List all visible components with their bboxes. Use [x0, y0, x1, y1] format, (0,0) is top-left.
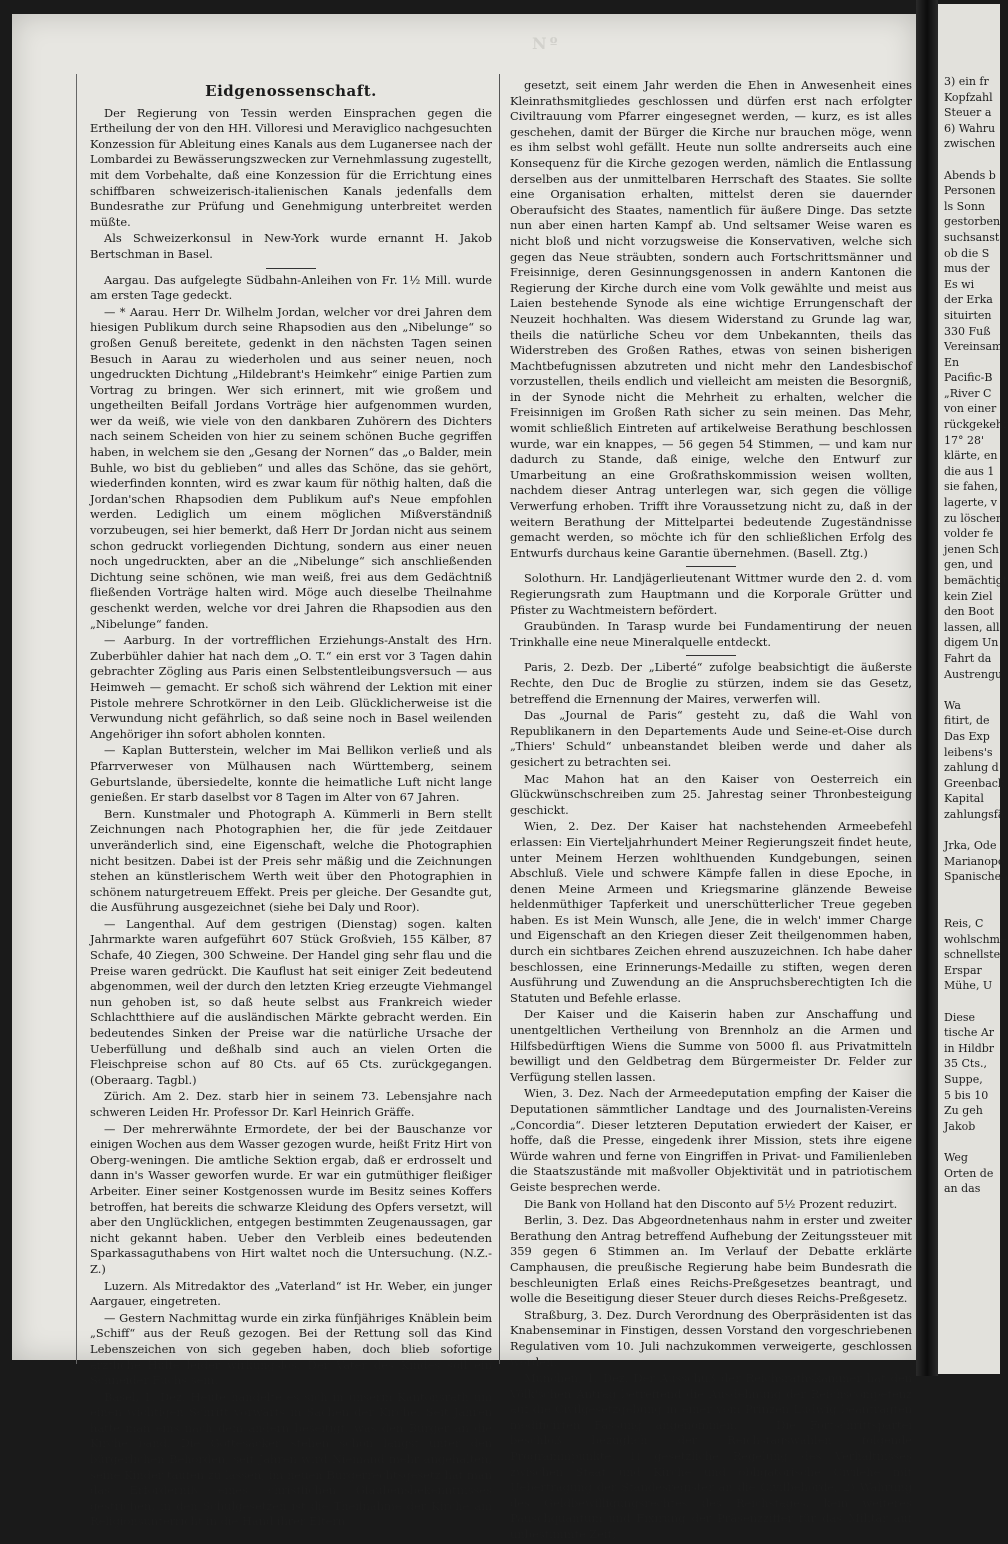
adjacent-line: lassen, all: [944, 620, 1000, 634]
adjacent-line: jenen Sch: [944, 542, 999, 556]
section-rule: [686, 655, 736, 656]
adjacent-line: [938, 994, 1000, 1010]
adjacent-line: Personen: [944, 184, 996, 198]
adjacent-line: digem Un: [944, 636, 999, 650]
section-rule: [686, 566, 736, 567]
adjacent-line: „River C: [944, 386, 992, 400]
article-paragraph: — Langenthal. Auf dem gestrigen (Dienstag) sogen. kalten Jahrmarkte waren aufgeführt 607 Stück Großvieh, 155 Kälber, 87 Schafe, 40 Ziegen, 300 Schweine. Der Handel ging sehr flau und die Preise waren gedrückt. Die Kauflust hat seit einiger Zeit bedeutend abgenommen, weil der durch den letzten Krieg erzeugte Viehmangel nun gehoben ist, so daß heute selbst aus Frankreich wieder Schlachtthiere auf die ausländischen Märkte gebracht werden. Ein bedeutendes Sinken der Preise war die natürliche Ursache der Ueberfüllung und deßhalb sind auch an vielen Orten die Fleischpreise schon auf 80 Cts. auf 65 Cts. zurückgegangen. (Oberaarg. Tagbl.): [90, 916, 492, 1087]
article-paragraph: Luzern. Als Mitredaktor des „Vaterland“ ist Hr. Weber, ein junger Aargauer, eingetreten.: [90, 1278, 492, 1309]
adjacent-line: 35 Cts.,: [944, 1057, 987, 1071]
adjacent-line: Abends b: [944, 168, 996, 182]
adjacent-line: zahlungsfä: [944, 807, 1005, 821]
adjacent-line: Reis, C: [944, 917, 984, 931]
adjacent-line: Jrka, Ode: [944, 839, 997, 853]
article-paragraph: — Gestern Nachmittag wurde ein zirka fünfjähriges Knäblein beim „Schiff“ aus der Reuß gezogen. Bei der Rettung soll das Kind Lebenszeichen von sich gegeben haben, doch blieb sofortige ärztliche Hülfe leider wirkungslos. Der Vater des Kindes soll ein Schneider Fuchs sein.: [90, 1310, 492, 1388]
adjacent-line: leibens's: [944, 745, 993, 759]
article-paragraph: Der Kaiser und die Kaiserin haben zur Anschaffung und unentgeltlichen Vertheilung von Brennholz an die Armen und Hilfsbedürftigen Wiens die Summe von 5000 fl. aus Privatmitteln bewilligt und den Geldbetrag dem Bürgermeister Dr. Felder zur Verfügung stellen lassen.: [510, 1007, 912, 1084]
adjacent-line: an das: [944, 1182, 981, 1196]
adjacent-line: gestorben.: [944, 215, 1004, 229]
article-paragraph: — Der mehrerwähnte Ermordete, der bei der Bauschanze vor einigen Wochen aus dem Wasser gezogen wurde, heißt Fritz Hirt von Oberg-weningen. Die amtliche Sektion ergab, daß er erdrosselt und dann in's Wasser geworfen wurde. Er war ein gutmüthiger fleißiger Arbeiter. Einer seiner Kostgenossen wurde im Besitz seines Koffers betroffen, hat bereits die schwarze Kleidung des Opfers versetzt, will aber den Unglücklichen, entgegen bestimmten Zeugenaussagen, gar nicht gekannt haben. Ueber den Verbleib eines bedeutenden Sparkassaguthabens von Hirt waltet noch die Untersuchung. (N.Z.-Z.): [90, 1121, 492, 1276]
adjacent-line: [938, 152, 1000, 168]
adjacent-line: ls Sonn: [944, 199, 985, 213]
adjacent-line: Jakob: [944, 1119, 976, 1133]
adjacent-line: sie fahen,: [944, 480, 998, 494]
adjacent-line: klärte, en: [944, 449, 998, 463]
adjacent-line: [938, 682, 1000, 698]
adjacent-line: mus der: [944, 262, 990, 276]
adjacent-line: [938, 1134, 1000, 1150]
article-paragraph: Aargau. Das aufgelegte Südbahn-Anleihen von Fr. 1½ Mill. wurde am ersten Tage gedeckt.: [90, 272, 492, 303]
adjacent-page: [938, 4, 1008, 1374]
adjacent-line: Pacific-B: [944, 371, 993, 385]
adjacent-line: bemächtigt: [944, 574, 1008, 587]
adjacent-line: Erspar: [944, 963, 982, 977]
adjacent-line: die aus 1: [944, 464, 995, 478]
adjacent-line: von einer: [944, 402, 997, 416]
article-paragraph: Wien, 3. Dez. Nach der Armeedeputation empfing der Kaiser die Deputationen sämmtlicher Landtage und des Journalisten-Vereins „Concordia“. Dieser letzteren Deputation erwiedert der Kaiser, er hoffe, daß die Presse, eingedenk ihrer Mission, stets ihre eigene Würde wahren und ferne von Eingriffen in Privat- und Familienleben die Staatszustände mit maßvoller Objektivität und in patriotischem Geiste besprechen werde.: [510, 1086, 912, 1194]
adjacent-line: [938, 885, 1000, 901]
adjacent-line: 17° 28': [944, 433, 985, 447]
adjacent-line: Greenback: [944, 776, 1005, 790]
left-paragraphs: [90, 106, 492, 1530]
adjacent-line: Es wi: [944, 277, 975, 291]
left-column: [90, 78, 492, 1531]
adjacent-line: Zu geh: [944, 1104, 983, 1118]
article-paragraph: Basel, 1. Dez. Heute handelte es sich in unserm Kantonsrath um einen wichtigen Schritt vorwärts in Sachen der Kirche. Seit Jahren hatte man eins nach dem andern beseitigt, was den Bürger an die Kirche band. Die Gottesäcker stehen schon längst unter den bürgerlichen Behörden, seit Jahren wird Niemand mehr angehalten, seine Kinder taufen zu lassen, im neuen Bürgerrechtsgesetz hat man das Erforderniß eines christlichen Glaubensbekenntnisses gestrichen, in den Schulgesetzen ist die Theilnahme der Kirche am Religionsunterricht in die Hand ihrer Eltern: [90, 1389, 492, 1529]
article-paragraph: Die Bank von Holland hat den Disconto auf 5½ Prozent reduzirt.: [524, 1196, 898, 1211]
article-paragraph: Wien, 2. Dez. Der Kaiser hat nachstehenden Armeebefehl erlassen: Ein Vierteljahrhundert Meiner Regierungszeit findet heute, unter Meinem Herzen wohlthuenden Kundgebungen, seinen Abschluß. Viele und schwere Kämpfe fallen in diese Epoche, in denen Meine Armeen und Kriegsmarine glänzende Beweise heldenmüthiger Tapferkeit und unerschütterlicher Treue gegeben haben. Es ist Mein Wunsch, alle Jene, die in welch' immer Charge und Eigenschaft an den Kriegen dieser Zeit theilgenommen haben, durch ein sichtbares Zeichen ehrend auszuzeichnen. Ich habe daher beschlossen, eine Erinnerungs-Medaille zu stiften, wegen deren Ausführung und Zuwendung an die Anspruchsberechtigten Ich die Statuten und Befehle erlasse.: [510, 819, 912, 1005]
article-paragraph: gesetzt, seit einem Jahr werden die Ehen in Anwesenheit eines Kleinrathsmitgliedes geschlossen und dürfen erst nach erfolgter Civiltrauung vom Pfarrer eingesegnet werden, — kurz, es ist alles geschehen, damit der Bürger die Kirche nur brauchen möge, wenn es ihm selbst wohl gefällt. Heute nun sollte andrerseits auch eine Konsequenz für die Kirche gezogen werden, nämlich die Entlassung derselben aus der unmittelbaren Herrschaft des Staates. Sie sollte eine Organisation erhalten, mittelst deren sie dauernder Oberaufsicht des Staates, namentlich für äußere Dinge. Das setzte nun aber einen harten Kampf ab. Und seltsamer Weise waren es nicht bloß und nicht vorzugsweise die Konservativen, welche sich gegen das Neue sträubten, sondern auch Fortschrittsmänner und Freisinnige, deren Gesinnungsgenossen in andern Kantonen die Regierung der Kirche durch eine vom Volk gewählte und meist aus Laien bestehende Synode als eine wichtige Errungenschaft der Neuzeit hochhalten. Was diesem Widerstand zu Grunde lag war, theils die natürliche Scheu vor dem Unbekannten, theils das Widerstreben des Großen Rathes, etwas von seinen bisherigen Machtbefugnissen abzutreten und nicht mehr den Landesbischof vorzustellen, theils endlich und vielleicht am meisten die Besorgniß, in der Synode nicht die Mehrheit zu erhalten, welcher die Freisinnigen im Großen Rath sicher zu sein meinen. Das Mehr, womit schließlich Eintreten auf artikelweise Berathung beschlossen wurde, war ein knappes, — 56 gegen 54 Stimmen, — und kam nur dadurch zu Stande, daß einige, welche den Entwurf zur Umarbeitung an eine Großrathskommission weisen wollten, nachdem dieser Antrag unterlegen war, sich gegen die völlige Verwerfung erhoben. Trifft ihre Voraussetzung nicht zu, daß in der weitern Berathung der Mittelpartei bedeutende Zugeständnisse gemacht werden, so möchte ich für den schließlichen Erfolg des Entwurfs durchaus keine Garantie übernehmen. (Basell. Ztg.): [510, 78, 912, 560]
adjacent-line: zwischen: [944, 137, 996, 151]
article-paragraph: — Aarburg. In der vortrefflichen Erziehungs-Anstalt des Hrn. Zuberbühler dahier hat nach dem „O. T.“ ein erst vor 3 Tagen dahin gebrachter Zögling aus Paris einen Selbstentleibungsversuch — aus Heimweh — gemacht. Er schoß sich während der Lektion mit einer Pistole mehrere Schrotkörner in den Leib. Glücklicherweise ist die Verwundung nicht gefährlich, so daß seine noch in Basel weilenden Angehöriger ihn sofort abholen konnten.: [90, 633, 492, 741]
adjacent-line: in Hildbr: [944, 1041, 995, 1055]
article-paragraph: — * Aarau. Herr Dr. Wilhelm Jordan, welcher vor drei Jahren dem hiesigen Publikum durch seine Rhapsodien aus den „Nibelunge“ so großen Genuß bereitete, gedenkt in den nächsten Tagen seinen Besuch in Aarau zu wiederholen und aus seiner neuen, noch ungedruckten Dichtung „Hildebrant's Heimkehr“ einige Partien zum Vortrag zu bringen. Wer sich erinnert, mit wie großem und ungetheilten Beifall Jordans Vorträge hier aufgenommen wurden, wer da weiß, wie viele von den dankbaren Zuhörern des Dichters nach seinem Scheiden von hier zu seinem schönen Buche gegriffen haben, in welchem sie den „Gesang der Nornen“ das „o Balder, mein Buhle, wo bist du geblieben“ und alles das Schöne, das sie gehört, wiederfinden konnten, wird es zwar kaum für nöthig halten, daß die Jordan'schen Rhapsodien dem Publikum auf's Neue empfohlen werden. Lediglich um einem möglichen Mißverständniß vorzubeugen, sei hier bemerkt, daß Herr Dr Jordan nicht aus seinem schon gedruckt vorliegenden Dichtung, sondern aus einer neuen noch ungedruckten, aber an die „Nibelunge“ sich anschließenden Dichtung seine schönen, wie man weiß, frei aus dem Gedächtniß fließenden Vorträge halten wird. Möge auch dieselbe Theilnahme geschenkt werden, welche vor drei Jahren die Rhapsodien aus den „Nibelunge“ fanden.: [90, 304, 492, 631]
adjacent-line: 330 Fuß: [944, 324, 991, 338]
adjacent-line: lagerte, v: [944, 496, 998, 510]
adjacent-line: [938, 823, 1000, 839]
right-column: [510, 78, 912, 1544]
adjacent-line: 3) ein fr: [944, 75, 989, 88]
adjacent-line: 6) Wahru: [944, 121, 996, 135]
article-paragraph: Zürich. Am 2. Dez. starb hier in seinem 73. Lebensjahre nach schweren Leiden Hr. Professor Dr. Karl Heinrich Gräffe.: [90, 1089, 492, 1119]
article-paragraph: Mac Mahon hat an den Kaiser von Oesterreich ein Glückwünschschreiben zum 25. Jahrestag seiner Thronbesteigung geschickt.: [510, 771, 912, 817]
section-title: Eidgenossenschaft.: [205, 82, 377, 100]
article-paragraph: — Kaplan Butterstein, welcher im Mai Bellikon verließ und als Pfarrverweser von Mülhausen nach Württemberg, seinem Geburtslande, übersiedelte, konnte die heimatliche Luft nicht lange genießen. Er starb daselbst vor 8 Tagen im Alter von 67 Jahren.: [90, 743, 492, 805]
article-paragraph: Bern. Kunstmaler und Photograph A. Kümmerli in Bern stellt Zeichnungen nach Photographien her, die für jede Zeitdauer unveränderlich sind, eine Eigenschaft, welche die Photographien nicht besitzen. Dabei ist der Preis sehr mäßig und die Zeichnungen stehen an künstlerischem Werth weit über den Photographien in schönem naturgetreuem Effekt. Preis per gleiche. Der Gesandte gut, die Ausführung ausgezeichnet (siehe bei Daly und Roor).: [90, 806, 492, 915]
article-paragraph: Graubünden. In Tarasp wurde bei Fundamentirung der neuen Trinkhalle eine neue Mineralquelle entdeckt.: [510, 619, 912, 649]
article-paragraph: Berlin, 3. Dez. Das Abgeordnetenhaus nahm in erster und zweiter Berathung den Antrag betreffend Aufhebung der Zeitungssteuer mit 359 gegen 6 Stimmen an. Im Verlauf der Debatte erklärte Camphausen, die preußische Regierung habe beim Bundesrath die beschleunigten Erlaß eines Reichs-Preßgesetzes beantragt, und wolle die Beseitigung dieser Steuer durch dieses Reichs-Preßgesetz.: [510, 1213, 912, 1306]
adjacent-line: volder fe: [944, 527, 994, 541]
faint-show-through: Nº: [532, 34, 561, 53]
adjacent-line: Marianopo: [944, 854, 1005, 868]
adjacent-line: Vereinsam: [944, 340, 1003, 354]
adjacent-line: zu löschen: [944, 511, 1004, 525]
adjacent-line: Mühe, U: [944, 979, 993, 993]
section-rule: [266, 268, 316, 269]
adjacent-line: Suppe,: [944, 1073, 983, 1086]
article-paragraph: Als Schweizerkonsul in New-York wurde ernannt H. Jakob Bertschman in Basel.: [90, 231, 492, 261]
adjacent-line: Orten de: [944, 1166, 994, 1180]
adjacent-line: Kapital: [944, 792, 984, 806]
right-paragraphs: [510, 78, 912, 1543]
adjacent-line: Diese: [944, 1010, 976, 1024]
adjacent-line: Fahrt da: [944, 651, 992, 665]
adjacent-line: kein Ziel: [944, 589, 993, 603]
adjacent-line: Kopfzahl: [944, 90, 993, 104]
adjacent-line: fitirt, de: [944, 714, 990, 728]
adjacent-line: ob die S: [944, 246, 990, 260]
adjacent-line: den Boot: [944, 605, 994, 619]
adjacent-line: situirten: [944, 308, 992, 322]
column-divider: [499, 74, 500, 1364]
adjacent-line: Steuer a: [944, 106, 992, 120]
adjacent-line: wohlschme: [944, 932, 1007, 946]
adjacent-line: 5 bis 10: [944, 1088, 989, 1102]
adjacent-line: tische Ar: [944, 1026, 995, 1040]
article-paragraph: München, 1. Dez. Der Ausschuß der Reichsrathskammer hat den Völk'schen Antrag betreffend die Ausdehnung der Reichscompetenz auf die Civilgesetzgebung in einer vom Prinzen Ludwig beantragten modificirten Fassung angenommen. — Die Fortschrittspartei beschloß bezüglich der Reichstagswahlen folgende Programmpunkte: 1) gesetzliche Regelung des Verhältnisses zwischen Staat und Kirche und obligatorische Civilehe mit Uebertragung der Standesregister an die Civilbehörde; 2) Wahrung des Geldbewilligungsrechtes des Reichstages, kein weiteres Pauschquantum und Fixirung der Präsenzziffer für das Militär auf unbestimmte Zeit;: [510, 1371, 912, 1542]
article-paragraph: Straßburg, 3. Dez. Durch Verordnung des Oberpräsidenten ist das Knabenseminar in Finstigen, dessen Vorstand den vorgeschriebenen Regulativen vom 10. Juli nachzukommen verweigerte, geschlossen worden.: [510, 1307, 912, 1369]
book-gutter: [916, 0, 938, 1376]
article-paragraph: Das „Journal de Paris“ gesteht zu, daß die Wahl von Republikanern in den Departements Aude und Seine-et-Oise durch „Thiers' Schuld“ unbeanstandet bleiben werde und daher als gesichert zu betrachten sei.: [510, 708, 912, 769]
adjacent-line: schnellste: [944, 948, 1001, 962]
column-border-left: [76, 74, 77, 1364]
adjacent-line: rückgekehr: [944, 418, 1008, 432]
adjacent-line: suchsanst: [944, 230, 1000, 244]
adjacent-line: Spanischen: [944, 870, 1008, 884]
adjacent-line: En: [944, 355, 960, 369]
adjacent-line: Austrengu: [944, 667, 1003, 681]
adjacent-line: gen, und: [944, 558, 993, 572]
adjacent-line: [938, 900, 1000, 916]
adjacent-lines: [938, 4, 1008, 1197]
adjacent-line: Weg: [944, 1150, 968, 1164]
adjacent-line: zahlung d: [944, 761, 999, 775]
article-paragraph: Solothurn. Hr. Landjägerlieutenant Wittmer wurde den 2. d. vom Regierungsrath zum Hauptmann und die Korporale Grütter und Pfister zu Wachtmeistern befördert.: [510, 571, 912, 617]
newspaper-page: [12, 14, 916, 1542]
adjacent-line: Das Exp: [944, 729, 990, 743]
adjacent-line: Wa: [944, 698, 961, 712]
article-paragraph: Paris, 2. Dezb. Der „Liberté“ zufolge beabsichtigt die äußerste Rechte, den Duc de Broglie zu stürzen, indem sie das Gesetz, betreffend die Ernennung der Maires, verwerfen will.: [510, 660, 912, 706]
adjacent-line: der Erka: [944, 293, 993, 307]
article-paragraph: Der Regierung von Tessin werden Einsprachen gegen die Ertheilung der von den HH. Villoresi und Meraviglico nachgesuchten Konzession für Ableitung eines Kanals aus dem Luganersee nach der Lombardei zu Bewässerungszwecken zur Vernehmlassung zugestellt, mit dem Vorbehalte, daß eine Konzession für die Errichtung eines schiffbaren schweizerisch-italienischen Kanals jedenfalls dem Bundesrathe zur Prüfung und Genehmigung unterbreitet werden müßte.: [90, 105, 492, 229]
